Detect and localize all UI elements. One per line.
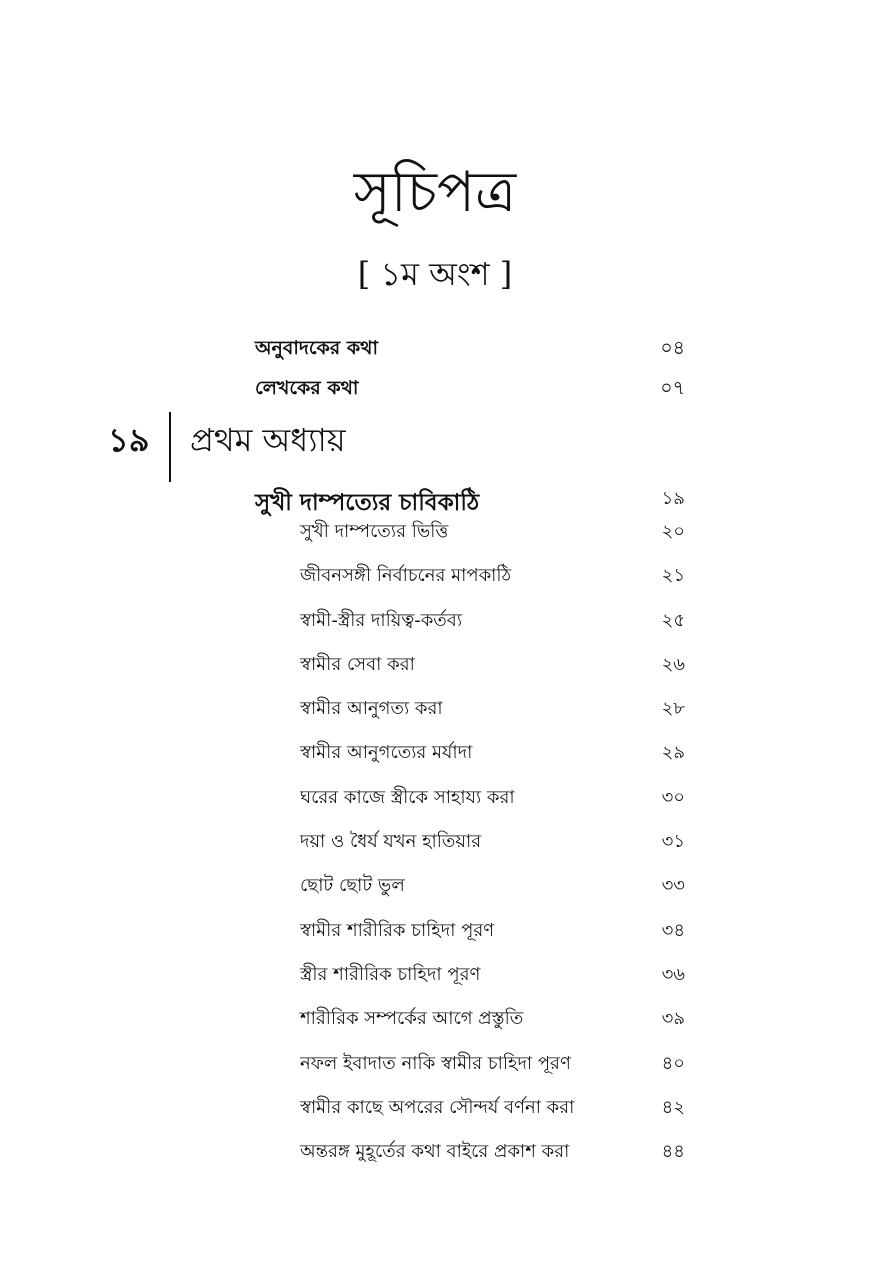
toc-entry-page: ৩৬ — [661, 963, 685, 985]
toc-entry-title: ঘরের কাজে স্ত্রীকে সাহায্য করা — [300, 786, 515, 808]
toc-entry[interactable] — [300, 1088, 685, 1132]
toc-entry-title: স্বামীর আনুগত্য করা — [300, 698, 443, 720]
toc-entry-title: জীবনসঙ্গী নির্বাচনের মাপকাঠি — [300, 565, 512, 587]
toc-entry-page: ২৮ — [661, 698, 685, 720]
toc-entry-page: ২৫ — [661, 609, 685, 631]
page-title: সূচিপত্র — [353, 160, 517, 225]
toc-entry-title: স্বামীর আনুগত্যের মর্যাদা — [300, 742, 473, 764]
toc-entry-title: স্বামীর কাছে অপরের সৌন্দর্য বর্ণনা করা — [300, 1096, 575, 1118]
toc-entry-page: ৪০ — [661, 1052, 685, 1074]
toc-entry[interactable] — [300, 1132, 685, 1176]
toc-front-row[interactable] — [255, 334, 685, 364]
toc-entry[interactable] — [300, 866, 685, 910]
toc-entry-title: স্বামী-স্ত্রীর দায়িত্ব-কর্তব্য — [300, 609, 463, 631]
toc-entry[interactable] — [300, 1044, 685, 1088]
toc-entry[interactable] — [300, 645, 685, 689]
toc-entry-title: অন্তরঙ্গ মুহূর্তের কথা বাইরে প্রকাশ করা — [300, 1141, 570, 1163]
toc-entry-page: ০৭ — [660, 377, 685, 399]
toc-entry-title: দয়া ও ধৈর্য যখন হাতিয়ার — [300, 831, 482, 853]
toc-entry[interactable] — [300, 778, 685, 822]
toc-entry[interactable] — [300, 601, 685, 645]
toc-entry-title: অনুবাদকের কথা — [255, 337, 378, 359]
chapter-title: প্রথম অধ্যায় — [190, 421, 346, 459]
toc-entry-page: ৩৩ — [661, 875, 685, 897]
toc-entry-page: ৩৯ — [661, 1008, 685, 1030]
chapter-divider — [169, 412, 171, 482]
toc-entry[interactable] — [300, 733, 685, 777]
toc-entry-page: ২৬ — [661, 653, 685, 675]
toc-entry-title: স্বামীর সেবা করা — [300, 653, 415, 675]
toc-entry[interactable] — [300, 556, 685, 600]
toc-entry-title: সুখী দাম্পত্যের ভিত্তি — [300, 521, 449, 542]
toc-entry-page: ৩১ — [661, 831, 685, 853]
section-page: ১৯ — [661, 488, 685, 509]
toc-entry-title: শারীরিক সম্পর্কের আগে প্রস্তুতি — [300, 1008, 524, 1030]
toc-entry-page: ৩৪ — [661, 919, 685, 941]
toc-entry-title: নফল ইবাদাত নাকি স্বামীর চাহিদা পূরণ — [300, 1052, 571, 1074]
chapter-number: ১৯ — [108, 421, 150, 459]
toc-entry[interactable] — [300, 911, 685, 955]
toc-entry-title: লেখকের কথা — [255, 377, 359, 399]
toc-entry-page: ৪২ — [661, 1096, 685, 1118]
toc-entry-title: স্বামীর শারীরিক চাহিদা পূরণ — [300, 919, 495, 941]
toc-entry-page: ০৪ — [660, 337, 685, 359]
toc-entry[interactable] — [300, 999, 685, 1043]
toc-entry-page: ৪৪ — [661, 1141, 685, 1163]
toc-entry-page: ২০ — [661, 521, 685, 542]
toc-entry[interactable] — [300, 512, 685, 556]
toc-entry[interactable] — [300, 822, 685, 866]
part-label: [ ১ম অংশ ] — [357, 255, 513, 293]
toc-entry-page: ২১ — [661, 565, 685, 587]
toc-entry-title: ছোট ছোট ভুল — [300, 875, 405, 897]
toc-front-row[interactable] — [255, 374, 685, 404]
toc-entry-title: স্ত্রীর শারীরিক চাহিদা পূরণ — [300, 963, 481, 985]
toc-entry[interactable] — [300, 955, 685, 999]
toc-entry-page: ৩০ — [661, 786, 685, 808]
section-title: সুখী দাম্পত্যের চাবিকাঠি — [255, 490, 480, 516]
toc-entry-page: ২৯ — [661, 742, 685, 764]
toc-entry-list — [300, 512, 685, 1176]
toc-entry[interactable] — [300, 689, 685, 733]
